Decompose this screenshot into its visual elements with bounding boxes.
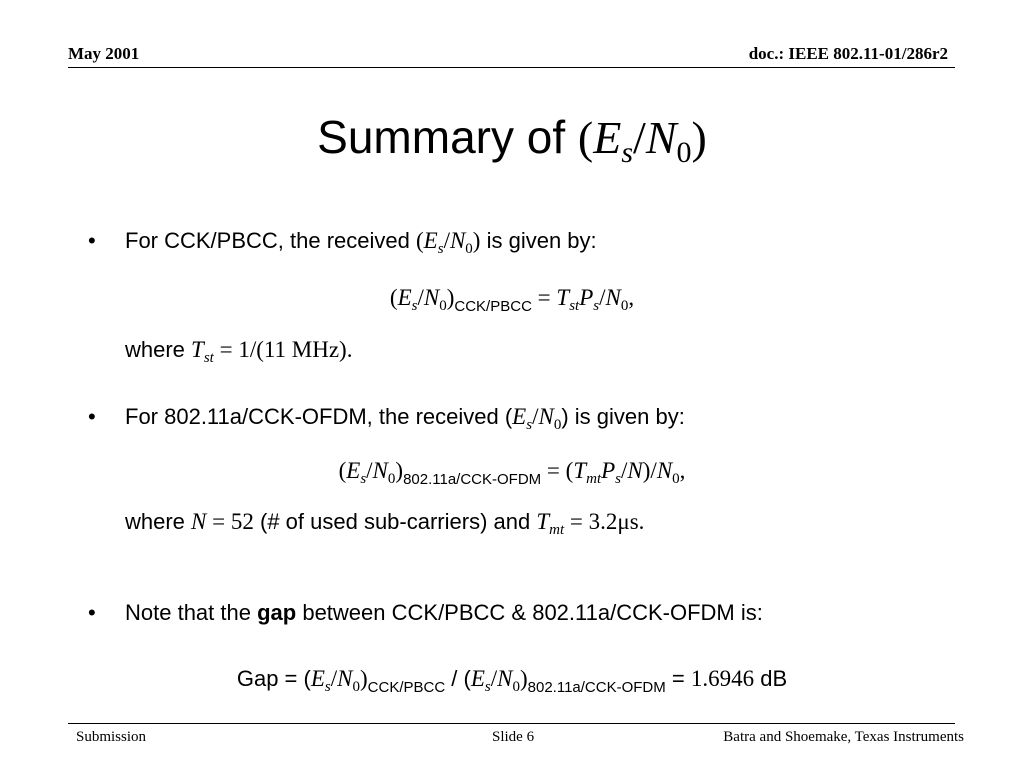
where-line-1 <box>125 337 353 366</box>
title-formula: $(E_s/N_0)$ <box>577 112 707 169</box>
gap-equation: Gap = $(E_s/N_0)_{CCK/PBCC} / (E_s/N_0)_{802.11a/CCK-OFDM} = 1.6946$ dB <box>236 666 788 696</box>
bullet-1-text: For CCK/PBCC, the received <box>125 228 416 253</box>
header-rule <box>68 67 955 68</box>
bullet-1 <box>88 228 597 257</box>
equation-1-subscript: CCK/PBCC <box>454 298 532 315</box>
bullet-3-pre: Note that the <box>125 600 258 625</box>
footer-slide-number: Slide 6 <box>492 729 535 745</box>
bullet-2-formula: $E_s/N_0$ <box>512 404 562 433</box>
tmt-symbol: $T_{mt}$ <box>536 509 565 538</box>
where-2-word: where <box>125 509 192 534</box>
bullet-3 <box>88 600 763 626</box>
header-date: May 2001 <box>68 44 140 63</box>
where-1-word: where <box>125 337 192 362</box>
gap-value: 1.6946 <box>690 666 755 691</box>
gap-separator: / ( <box>445 666 471 691</box>
bullet-dot: • <box>88 404 96 429</box>
equation-1: $(E_s/N_0)_{CCK/PBCC} = T_{st}P_s/N_0$, <box>389 285 635 315</box>
where-line-2 <box>125 509 645 538</box>
header-doc-id: doc.: IEEE 802.11-01/286r2 <box>748 44 948 63</box>
gap-unit: dB <box>754 666 788 691</box>
where-1-math: = 1/(11 MHz). <box>213 337 353 362</box>
where-2-math-1: = 52 <box>206 509 254 534</box>
bullet-dot: • <box>88 228 96 253</box>
bullet-1-formula: $(E_s/N_0)$ <box>415 228 481 257</box>
bullet-2-text: For 802.11a/CCK-OFDM, the received ( <box>125 404 513 429</box>
equation-2-subscript: 802.11a/CCK-OFDM <box>403 471 542 488</box>
gap-subscript-1: CCK/PBCC <box>367 679 446 696</box>
bullet-2-tail: ) is given by: <box>561 404 685 429</box>
slide-title <box>0 110 1024 169</box>
footer-submission: Submission <box>76 729 147 745</box>
bullet-3-bold: gap <box>257 600 297 625</box>
bullet-2 <box>88 404 685 433</box>
tst-symbol: $T_{st}$ <box>191 337 214 366</box>
n-symbol: N <box>191 509 207 534</box>
gap-label: Gap = ( <box>236 666 311 691</box>
equation-2: $(E_s/N_0)_{802.11a/CCK-OFDM} = (T_{mt}P_s/N)/N_0$, <box>338 458 686 488</box>
footer-authors: Batra and Shoemake, Texas Instruments <box>723 729 964 745</box>
slide-title-text: Summary of <box>317 111 578 163</box>
gap-equals: = <box>665 666 691 691</box>
bullet-3-post: between CCK/PBCC & 802.11a/CCK-OFDM is: <box>296 600 763 625</box>
where-2-math-2: = 3.2μs. <box>564 509 645 534</box>
bullet-1-tail: is given by: <box>480 228 597 253</box>
footer-rule <box>68 723 955 724</box>
where-2-mid: (# of used sub-carriers) and <box>253 509 537 534</box>
bullet-dot: • <box>88 600 96 625</box>
gap-subscript-2: 802.11a/CCK-OFDM <box>527 679 666 696</box>
